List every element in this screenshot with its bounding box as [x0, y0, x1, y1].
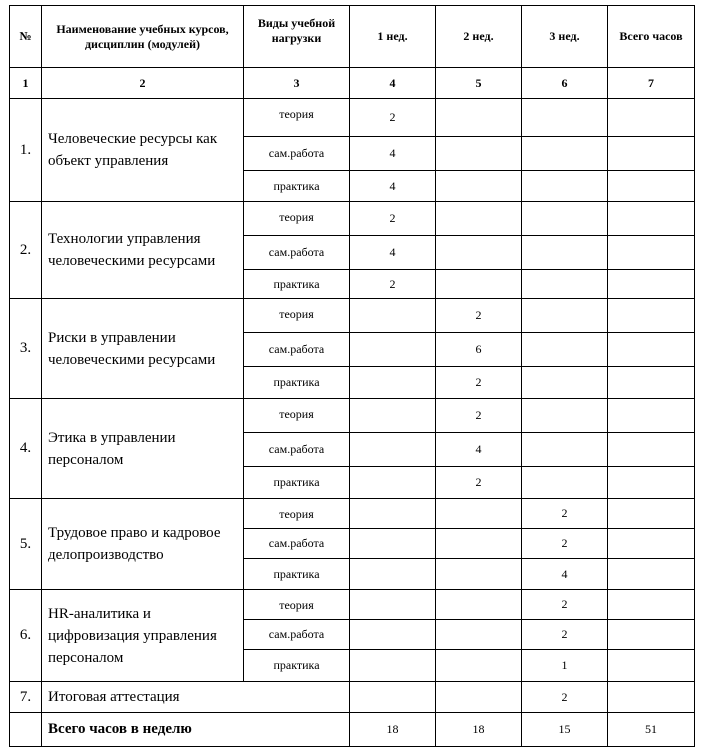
week-1-hours — [350, 620, 436, 650]
week-2-hours — [436, 559, 522, 590]
week-3-hours — [522, 333, 608, 367]
column-number: 1 — [10, 68, 42, 99]
week-1-hours — [350, 590, 436, 620]
week-3-hours: 2 — [522, 529, 608, 559]
total-hours — [608, 333, 695, 367]
total-hours — [608, 367, 695, 399]
load-kind-cell: теория — [244, 99, 350, 137]
column-number: 3 — [244, 68, 350, 99]
week-2-hours — [436, 236, 522, 270]
week-1-hours — [350, 433, 436, 467]
total-hours — [608, 650, 695, 682]
course-row — [10, 499, 695, 529]
header-week-2: 2 нед. — [436, 6, 522, 68]
week-1-hours — [350, 333, 436, 367]
week-3-hours — [522, 171, 608, 202]
week-3-hours — [522, 467, 608, 499]
week-1-hours: 4 — [350, 137, 436, 171]
attestation-row — [10, 682, 695, 713]
week-2-hours: 4 — [436, 433, 522, 467]
course-index: 4. — [10, 399, 42, 499]
week-1-hours — [350, 559, 436, 590]
week-3-hours — [522, 137, 608, 171]
week-2-hours — [436, 202, 522, 236]
load-kind-cell: теория — [244, 299, 350, 333]
course-title: Технологии управления человеческими ресурсами — [42, 202, 244, 299]
total-hours — [608, 590, 695, 620]
course-row — [10, 399, 695, 433]
course-index: 6. — [10, 590, 42, 682]
week-2-hours: 2 — [436, 367, 522, 399]
header-week-3: 3 нед. — [522, 6, 608, 68]
week-2-hours — [436, 99, 522, 137]
column-number: 5 — [436, 68, 522, 99]
total-hours — [608, 529, 695, 559]
total-hours — [608, 467, 695, 499]
week-1-hours — [350, 650, 436, 682]
load-kind-cell: практика — [244, 467, 350, 499]
load-kind-cell: теория — [244, 399, 350, 433]
total-hours — [608, 236, 695, 270]
load-kind-cell: теория — [244, 499, 350, 529]
week-3-total: 15 — [522, 713, 608, 747]
header-row — [10, 6, 695, 68]
attestation-title: Итоговая аттестация — [42, 682, 350, 713]
week-2-total: 18 — [436, 713, 522, 747]
load-kind-cell: сам.работа — [244, 620, 350, 650]
course-row — [10, 590, 695, 620]
total-hours — [608, 137, 695, 171]
course-index: 1. — [10, 99, 42, 202]
week-3-hours — [522, 202, 608, 236]
course-title: Этика в управлении персоналом — [42, 399, 244, 499]
total-hours — [608, 559, 695, 590]
week-2-hours — [436, 650, 522, 682]
load-kind-cell: практика — [244, 171, 350, 202]
course-title: HR-аналитика и цифровизация управления персоналом — [42, 590, 244, 682]
total-hours — [608, 202, 695, 236]
week-2-hours: 2 — [436, 467, 522, 499]
attestation-index: 7. — [10, 682, 42, 713]
total-hours — [608, 499, 695, 529]
week-2-hours: 6 — [436, 333, 522, 367]
week-3-hours — [522, 399, 608, 433]
week-1-hours: 2 — [350, 99, 436, 137]
week-1-hours — [350, 399, 436, 433]
load-kind-cell: сам.работа — [244, 433, 350, 467]
week-1-hours — [350, 367, 436, 399]
week-2-hours: 2 — [436, 299, 522, 333]
empty-cell — [10, 713, 42, 747]
week-1-hours: 4 — [350, 171, 436, 202]
week-3-hours — [522, 299, 608, 333]
load-kind-cell: практика — [244, 270, 350, 299]
load-kind-cell: сам.работа — [244, 529, 350, 559]
header-course: Наименование учебных курсов, дисциплин (модулей) — [42, 6, 244, 68]
course-index: 3. — [10, 299, 42, 399]
load-kind-cell: практика — [244, 650, 350, 682]
week-2-hours — [436, 270, 522, 299]
total-hours — [608, 299, 695, 333]
header-week-1: 1 нед. — [350, 6, 436, 68]
total-hours — [608, 682, 695, 713]
week-2-hours — [436, 499, 522, 529]
week-1-total: 18 — [350, 713, 436, 747]
course-title: Человеческие ресурсы как объект управления — [42, 99, 244, 202]
week-3-hours — [522, 236, 608, 270]
total-hours — [608, 171, 695, 202]
week-3-hours — [522, 367, 608, 399]
course-row — [10, 99, 695, 137]
course-index: 2. — [10, 202, 42, 299]
column-number: 7 — [608, 68, 695, 99]
load-kind-cell: сам.работа — [244, 236, 350, 270]
course-title: Трудовое право и кадровое делопроизводство — [42, 499, 244, 590]
load-kind-cell: сам.работа — [244, 333, 350, 367]
course-row — [10, 202, 695, 236]
week-2-hours: 2 — [436, 399, 522, 433]
week-1-hours — [350, 529, 436, 559]
load-kind-cell: сам.работа — [244, 137, 350, 171]
week-2-hours — [436, 171, 522, 202]
week-2-hours — [436, 590, 522, 620]
course-row — [10, 299, 695, 333]
weekly-total-label: Всего часов в неделю — [42, 713, 350, 747]
week-1-hours — [350, 499, 436, 529]
weekly-total-row — [10, 713, 695, 747]
week-3-hours: 2 — [522, 682, 608, 713]
week-3-hours: 1 — [522, 650, 608, 682]
load-kind-cell: теория — [244, 202, 350, 236]
week-1-hours: 2 — [350, 270, 436, 299]
week-2-hours — [436, 682, 522, 713]
header-no: № — [10, 6, 42, 68]
load-kind-cell: практика — [244, 559, 350, 590]
total-hours — [608, 399, 695, 433]
week-2-hours — [436, 137, 522, 171]
week-1-hours — [350, 467, 436, 499]
course-index: 5. — [10, 499, 42, 590]
column-number: 4 — [350, 68, 436, 99]
week-2-hours — [436, 620, 522, 650]
total-hours — [608, 620, 695, 650]
week-3-hours: 4 — [522, 559, 608, 590]
grand-total: 51 — [608, 713, 695, 747]
column-number-row — [10, 68, 695, 99]
curriculum-table — [9, 5, 695, 747]
week-1-hours: 2 — [350, 202, 436, 236]
week-3-hours — [522, 270, 608, 299]
column-number: 2 — [42, 68, 244, 99]
week-3-hours: 2 — [522, 499, 608, 529]
load-kind-cell: практика — [244, 367, 350, 399]
header-load-kind: Виды учебной нагрузки — [244, 6, 350, 68]
week-2-hours — [436, 529, 522, 559]
week-3-hours: 2 — [522, 620, 608, 650]
week-1-hours — [350, 299, 436, 333]
total-hours — [608, 99, 695, 137]
column-number: 6 — [522, 68, 608, 99]
total-hours — [608, 270, 695, 299]
week-3-hours — [522, 99, 608, 137]
week-3-hours — [522, 433, 608, 467]
course-title: Риски в управлении человеческими ресурсами — [42, 299, 244, 399]
week-1-hours — [350, 682, 436, 713]
week-3-hours: 2 — [522, 590, 608, 620]
total-hours — [608, 433, 695, 467]
load-kind-cell: теория — [244, 590, 350, 620]
week-1-hours: 4 — [350, 236, 436, 270]
header-total: Всего часов — [608, 6, 695, 68]
